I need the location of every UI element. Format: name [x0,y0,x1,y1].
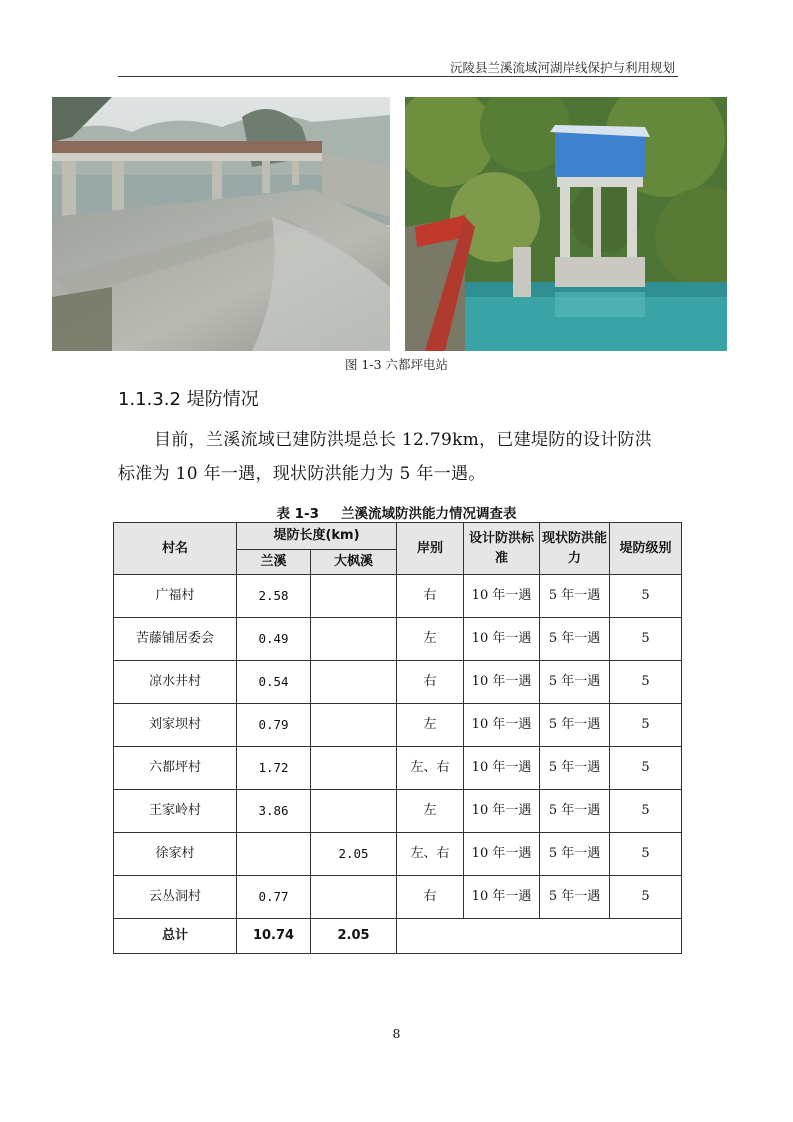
cell-levee-level: 5 [610,833,682,876]
cell-bank: 右 [397,575,464,618]
header-current-capacity: 现状防洪能力 [540,523,610,575]
cell-levee-level: 5 [610,876,682,919]
header-village: 村名 [114,523,237,575]
table-row [114,747,682,790]
table-total-row [114,919,682,954]
cell-bank: 左 [397,704,464,747]
table-row [114,575,682,618]
cell-village: 苦藤铺居委会 [114,618,237,661]
cell-levee-level: 5 [610,618,682,661]
cell-lanxi-length: 1.72 [237,747,311,790]
header-bank: 岸别 [397,523,464,575]
cell-design-standard: 10 年一遇 [464,747,540,790]
body-paragraph-line-2: 标准为 10 年一遇，现状防洪能力为 5 年一遇。 [118,464,486,484]
cell-village: 六都坪村 [114,747,237,790]
header-lanxi: 兰溪 [237,550,311,575]
cell-current-capacity: 5 年一遇 [540,704,610,747]
cell-dafengxi-length [311,747,397,790]
table-row [114,618,682,661]
cell-village: 凉水井村 [114,661,237,704]
cell-dafengxi-length [311,618,397,661]
cell-dafengxi-length [311,790,397,833]
table-name: 兰溪流域防洪能力情况调查表 [341,506,517,522]
cell-village: 广福村 [114,575,237,618]
body-paragraph-line-1: 目前，兰溪流域已建防洪堤总长 12.79km，已建堤防的设计防洪 [154,430,653,450]
cell-design-standard: 10 年一遇 [464,833,540,876]
cell-levee-level: 5 [610,790,682,833]
cell-village: 王家岭村 [114,790,237,833]
cell-current-capacity: 5 年一遇 [540,876,610,919]
cell-current-capacity: 5 年一遇 [540,575,610,618]
cell-dafengxi-length [311,876,397,919]
table-number: 表 1-3 [276,506,320,522]
hydropower-station-photo [405,97,727,351]
table-row [114,790,682,833]
cell-design-standard: 10 年一遇 [464,618,540,661]
cell-lanxi-length: 3.86 [237,790,311,833]
cell-total-dafengxi: 2.05 [311,919,397,954]
cell-design-standard: 10 年一遇 [464,661,540,704]
cell-lanxi-length: 2.58 [237,575,311,618]
table-row [114,661,682,704]
cell-village: 徐家村 [114,833,237,876]
figure-caption: 图 1-3 六都坪电站 [344,357,449,372]
flood-capacity-table [113,522,682,954]
cell-bank: 左 [397,618,464,661]
cell-levee-level: 5 [610,747,682,790]
cell-dafengxi-length [311,575,397,618]
cell-lanxi-length: 0.49 [237,618,311,661]
table-row [114,876,682,919]
cell-lanxi-length [237,833,311,876]
cell-bank: 右 [397,876,464,919]
cell-current-capacity: 5 年一遇 [540,661,610,704]
cell-design-standard: 10 年一遇 [464,575,540,618]
cell-lanxi-length: 0.77 [237,876,311,919]
cell-dafengxi-length: 2.05 [311,833,397,876]
header-rule [118,76,678,77]
header-design-standard: 设计防洪标准 [464,523,540,575]
section-heading: 1.1.3.2 堤防情况 [118,389,259,410]
page-number: 8 [392,1026,401,1041]
cell-current-capacity: 5 年一遇 [540,747,610,790]
cell-bank: 左 [397,790,464,833]
cell-bank: 左、右 [397,833,464,876]
cell-village: 云丛洞村 [114,876,237,919]
cell-lanxi-length: 0.79 [237,704,311,747]
cell-village: 刘家坝村 [114,704,237,747]
table-row [114,833,682,876]
cell-design-standard: 10 年一遇 [464,704,540,747]
cell-design-standard: 10 年一遇 [464,876,540,919]
cell-levee-level: 5 [610,575,682,618]
cell-current-capacity: 5 年一遇 [540,618,610,661]
cell-bank: 左、右 [397,747,464,790]
cell-levee-level: 5 [610,661,682,704]
weir-bridge-photo [52,97,390,351]
cell-dafengxi-length [311,704,397,747]
table-row [114,704,682,747]
cell-dafengxi-length [311,661,397,704]
cell-total-label: 总计 [114,919,237,954]
cell-total-lanxi: 10.74 [237,919,311,954]
header-levee-level: 堤防级别 [610,523,682,575]
running-header-title: 沅陵县兰溪流域河湖岸线保护与利用规划 [449,60,675,75]
cell-levee-level: 5 [610,704,682,747]
cell-total-empty [397,919,682,954]
cell-design-standard: 10 年一遇 [464,790,540,833]
cell-lanxi-length: 0.54 [237,661,311,704]
table-title [0,502,793,522]
header-dafengxi: 大枫溪 [311,550,397,575]
cell-current-capacity: 5 年一遇 [540,833,610,876]
header-length: 堤防长度(km) [237,523,397,550]
cell-current-capacity: 5 年一遇 [540,790,610,833]
cell-bank: 右 [397,661,464,704]
